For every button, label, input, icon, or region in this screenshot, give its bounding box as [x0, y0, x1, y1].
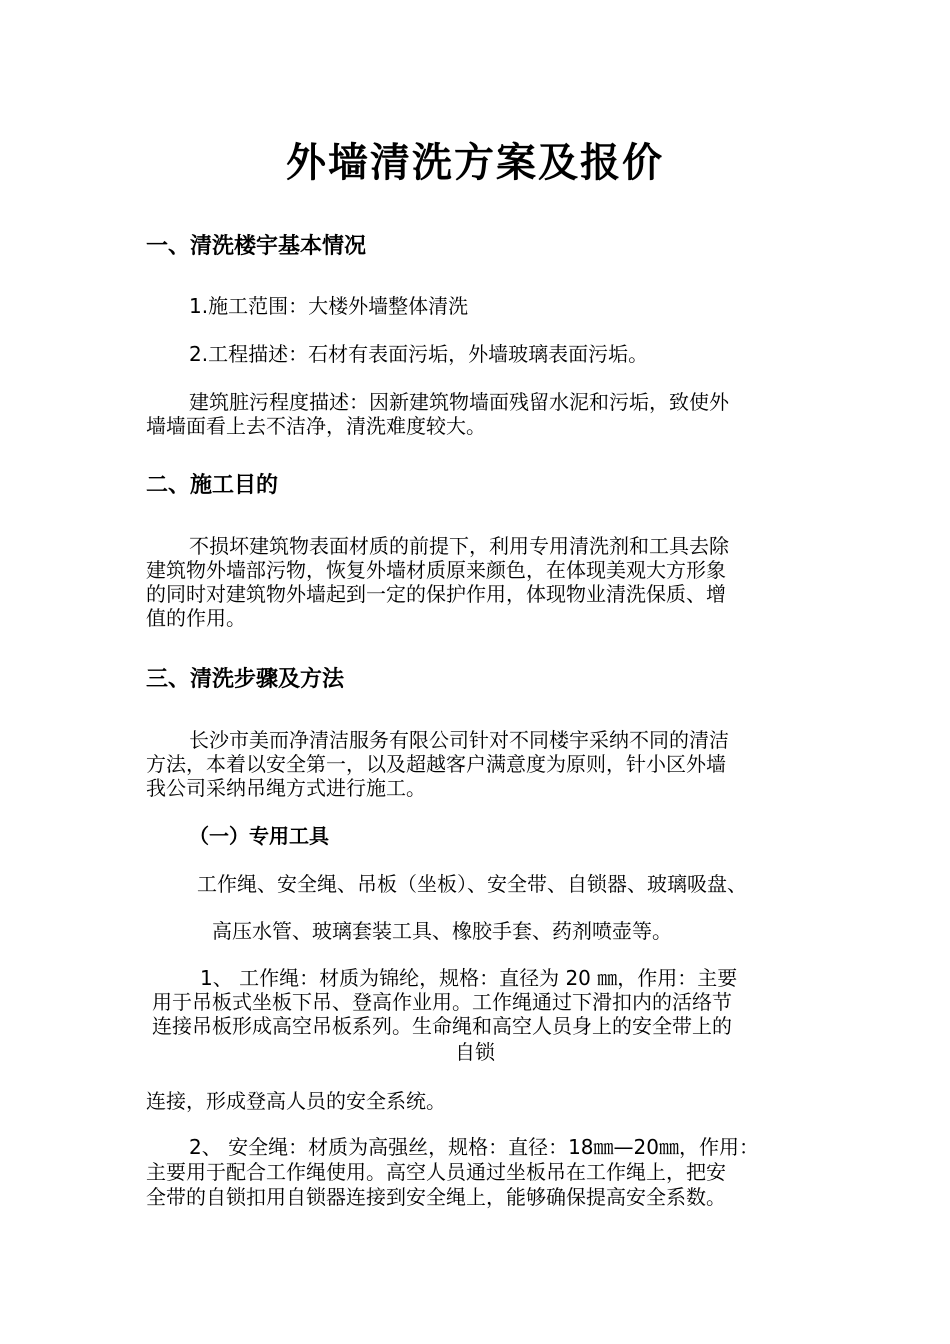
paragraph-scope: 1.施工范围：大楼外墙整体清洗 [189, 294, 469, 318]
paragraph-safety-rope-line2: 主要用于配合工作绳使用。高空人员通过坐板吊在工作绳上，把安 [146, 1160, 726, 1184]
paragraph-purpose-line1: 不损坏建筑物表面材质的前提下，利用专用清洗剂和工具去除 [189, 534, 729, 558]
paragraph-safety-rope-line1: 2、 安全绳：材质为高强丝，规格：直径：18㎜—20㎜，作用： [189, 1135, 759, 1159]
paragraph-work-rope-line3: 连接吊板形成高空吊板系列。生命绳和高空人员身上的安全带上的 [152, 1014, 732, 1038]
section-heading-basic-info: 一、清洗楼宇基本情况 [146, 234, 367, 259]
paragraph-purpose-line3: 的同时对建筑物外墙起到一定的保护作用，体现物业清洗保质、增 [146, 582, 726, 606]
paragraph-intro-line1: 长沙市美而净清洁服务有限公司针对不同楼宇采纳不同的清洁 [189, 728, 729, 752]
paragraph-dirt-description-line1: 建筑脏污程度描述：因新建筑物墙面残留水泥和污垢，致使外 [189, 390, 729, 414]
paragraph-tools-line1: 工作绳、安全绳、吊板（坐板）、安全带、自锁器、玻璃吸盘、 [197, 872, 747, 896]
paragraph-intro-line3: 我公司采纳吊绳方式进行施工。 [146, 776, 426, 800]
section-heading-purpose: 二、施工目的 [146, 473, 279, 498]
document-title: 外墙清洗方案及报价 [286, 140, 664, 186]
paragraph-work-rope-line2: 用于吊板式坐板下吊、登高作业用。工作绳通过下滑扣内的活络节 [152, 990, 732, 1014]
paragraph-project-description: 2.工程描述：石材有表面污垢，外墙玻璃表面污垢。 [189, 342, 649, 366]
section-heading-steps: 三、清洗步骤及方法 [146, 667, 345, 692]
paragraph-safety-rope-line3: 全带的自锁扣用自锁器连接到安全绳上，能够确保提高安全系数。 [146, 1185, 726, 1209]
subheading-tools: （一）专用工具 [189, 824, 329, 848]
paragraph-tools-line2: 高压水管、玻璃套装工具、橡胶手套、药剂喷壶等。 [212, 919, 672, 943]
paragraph-work-rope-line5: 连接，形成登高人员的安全系统。 [146, 1089, 446, 1113]
paragraph-purpose-line4: 值的作用。 [146, 606, 246, 630]
paragraph-purpose-line2: 建筑物外墙部污物，恢复外墙材质原来颜色，在体现美观大方形象 [146, 558, 726, 582]
paragraph-work-rope-line4: 自锁 [455, 1040, 495, 1064]
paragraph-intro-line2: 方法，本着以安全第一，以及超越客户满意度为原则，针小区外墙 [146, 752, 726, 776]
paragraph-work-rope-line1: 1、 工作绳：材质为锦纶，规格：直径为 20 ㎜，作用：主要 [200, 966, 738, 990]
paragraph-dirt-description-line2: 墙墙面看上去不洁净，清洗难度较大。 [146, 414, 486, 438]
